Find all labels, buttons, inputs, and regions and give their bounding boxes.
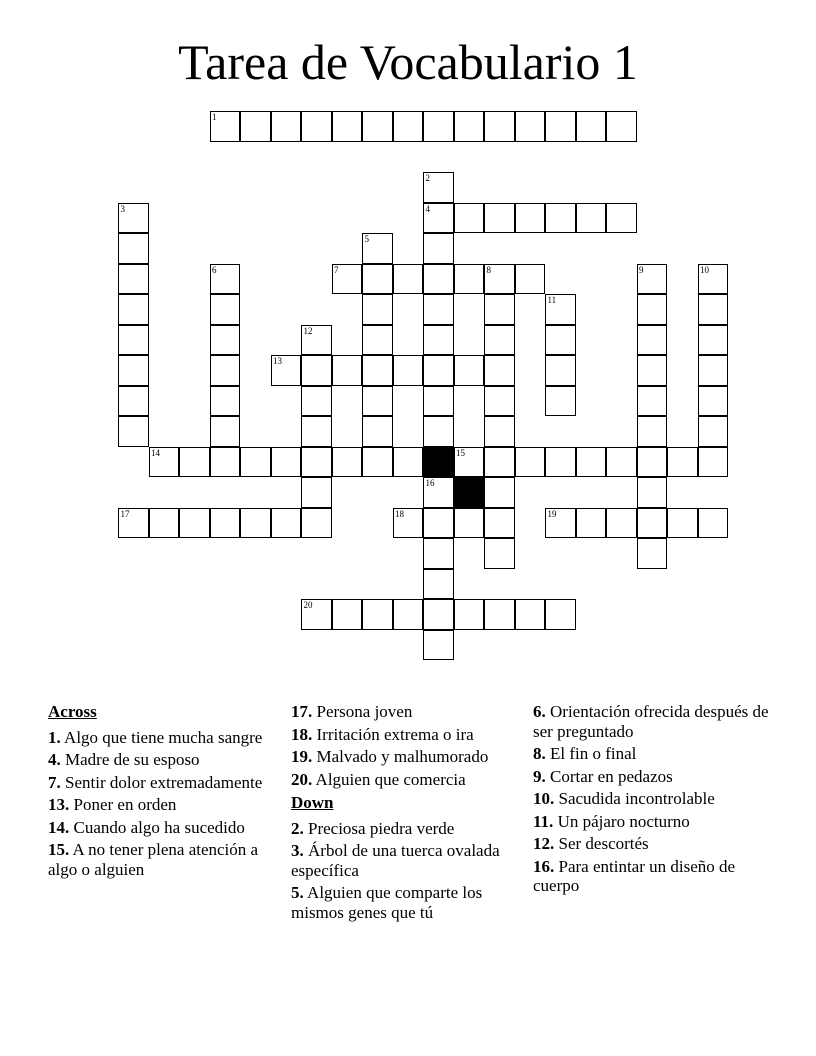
clue-number: 2	[425, 173, 430, 183]
grid-cell[interactable]	[698, 355, 729, 386]
grid-cell[interactable]	[698, 416, 729, 447]
grid-cell[interactable]	[454, 599, 485, 630]
grid-cell[interactable]	[606, 447, 637, 478]
grid-cell[interactable]	[484, 203, 515, 234]
grid-cell[interactable]	[454, 264, 485, 295]
grid-cell[interactable]	[484, 264, 515, 295]
grid-cell[interactable]	[149, 508, 180, 539]
grid-cell[interactable]	[393, 447, 424, 478]
grid-cell[interactable]	[576, 508, 607, 539]
grid-cell[interactable]	[271, 355, 302, 386]
grid-cell[interactable]	[667, 508, 698, 539]
grid-cell[interactable]	[667, 447, 698, 478]
grid-cell[interactable]	[362, 294, 393, 325]
clues-column-3	[533, 702, 771, 899]
grid-cell[interactable]	[698, 264, 729, 295]
grid-cell[interactable]	[301, 111, 332, 142]
grid-cell[interactable]	[393, 599, 424, 630]
grid-cell[interactable]	[545, 203, 576, 234]
clue-item-number: 5.	[291, 883, 304, 902]
grid-cell[interactable]	[393, 264, 424, 295]
grid-cell[interactable]	[484, 386, 515, 417]
grid-cell[interactable]	[545, 325, 576, 356]
grid-cell[interactable]	[698, 386, 729, 417]
grid-cell[interactable]	[423, 569, 454, 600]
grid-cell[interactable]	[118, 355, 149, 386]
grid-cell[interactable]	[210, 325, 241, 356]
grid-cell[interactable]	[301, 508, 332, 539]
down-clue-list-2	[533, 702, 771, 896]
grid-cell[interactable]	[301, 599, 332, 630]
grid-cell[interactable]	[332, 264, 363, 295]
grid-cell[interactable]	[606, 203, 637, 234]
grid-cell[interactable]	[454, 203, 485, 234]
clue-item-text: Malvado y malhumorado	[312, 747, 489, 766]
across-clue-list-1	[48, 728, 286, 880]
clue-item-number: 12.	[533, 834, 555, 853]
grid-cell[interactable]	[210, 386, 241, 417]
clue-item-text: Un pájaro nocturno	[553, 811, 690, 831]
clue-item-number: 2.	[291, 818, 304, 838]
grid-cell[interactable]	[301, 477, 332, 508]
grid-cell[interactable]	[484, 447, 515, 478]
grid-cell[interactable]	[118, 294, 149, 325]
clue-item-number: 14.	[48, 817, 70, 837]
grid-cell[interactable]	[637, 325, 668, 356]
clue-number: 5	[364, 234, 369, 244]
clue-number: 11	[547, 295, 557, 305]
clue-item-text: Alguien que comparte los mismos genes que tú	[291, 883, 483, 922]
clue-item-number: 3.	[291, 841, 304, 860]
grid-cell[interactable]	[545, 599, 576, 630]
grid-cell[interactable]	[637, 508, 668, 539]
grid-cell[interactable]	[637, 447, 668, 478]
down-clue-list-1	[291, 819, 529, 923]
grid-cell[interactable]	[484, 599, 515, 630]
grid-cell[interactable]	[545, 294, 576, 325]
grid-cell[interactable]	[545, 355, 576, 386]
grid-cell[interactable]	[423, 538, 454, 569]
clue-item-number: 17.	[291, 702, 313, 721]
grid-cell[interactable]	[393, 111, 424, 142]
grid-cell[interactable]	[545, 508, 576, 539]
grid-cell[interactable]	[423, 630, 454, 661]
grid-cell[interactable]	[362, 111, 393, 142]
clue-item-number: 7.	[48, 772, 61, 792]
clue-item	[533, 834, 771, 854]
grid-cell[interactable]	[118, 416, 149, 447]
clue-number: 9	[639, 264, 644, 275]
across-clue-list-2	[291, 702, 529, 789]
grid-cell[interactable]	[362, 264, 393, 295]
clue-item	[48, 795, 286, 815]
grid-cell[interactable]	[484, 416, 515, 447]
grid-cell[interactable]	[210, 508, 241, 539]
clue-item	[533, 744, 771, 764]
clue-number: 8	[486, 264, 491, 275]
grid-cell[interactable]	[362, 416, 393, 447]
grid-cell[interactable]	[454, 355, 485, 386]
grid-cell[interactable]	[423, 508, 454, 539]
grid-cell[interactable]	[362, 233, 393, 264]
grid-cell[interactable]	[332, 111, 363, 142]
clue-number: 17	[120, 508, 130, 519]
clue-item-text: Algo que tiene mucha sangre	[60, 727, 263, 747]
clue-number: 14	[151, 447, 160, 458]
grid-cell[interactable]	[240, 508, 271, 539]
clue-item	[533, 767, 771, 787]
grid-cell[interactable]	[515, 599, 546, 630]
grid-cell[interactable]	[362, 599, 393, 630]
grid-cell[interactable]	[423, 172, 454, 203]
clue-item	[533, 789, 771, 809]
grid-cell[interactable]	[576, 447, 607, 478]
clues-column-1	[48, 702, 286, 882]
clue-item-number: 4.	[48, 750, 61, 769]
grid-cell[interactable]	[515, 111, 546, 142]
grid-cell[interactable]	[210, 416, 241, 447]
grid-cell[interactable]	[423, 416, 454, 447]
grid-cell[interactable]	[423, 599, 454, 630]
grid-cell[interactable]	[484, 111, 515, 142]
clue-item	[48, 728, 286, 748]
grid-cell[interactable]	[576, 203, 607, 234]
across-heading: Across	[48, 702, 97, 721]
clue-item-number: 16.	[533, 856, 555, 876]
puzzle-title: Tarea de Vocabulario 1	[178, 34, 638, 90]
grid-cell[interactable]	[332, 447, 363, 478]
grid-cell[interactable]	[698, 508, 729, 539]
clue-item-text: Sacudida incontrolable	[554, 789, 715, 808]
clue-item	[291, 883, 529, 922]
clue-number: 19	[547, 508, 557, 519]
grid-cell[interactable]	[637, 416, 668, 447]
clue-item-text: Para entintar un diseño de cuerpo	[533, 856, 736, 895]
clue-item-text: A no tener plena atención a algo o alguien	[48, 840, 259, 879]
grid-cell[interactable]	[484, 508, 515, 539]
grid-cell[interactable]	[362, 325, 393, 356]
grid-cell[interactable]	[423, 264, 454, 295]
clue-item	[291, 702, 529, 722]
clue-item	[533, 812, 771, 832]
grid-cell[interactable]	[301, 447, 332, 478]
clue-number: 20	[303, 600, 313, 610]
grid-cell[interactable]	[301, 325, 332, 356]
clue-number: 12	[303, 325, 313, 336]
grid-cell[interactable]	[118, 203, 149, 234]
grid-cell[interactable]	[515, 203, 546, 234]
grid-cell[interactable]	[698, 447, 729, 478]
clue-item-number: 15.	[48, 840, 70, 859]
grid-cell[interactable]	[118, 325, 149, 356]
clue-item	[533, 857, 771, 896]
clue-number: 1	[212, 112, 217, 122]
clue-item-number: 19.	[291, 747, 313, 766]
grid-cell[interactable]	[545, 447, 576, 478]
clue-item	[533, 702, 771, 741]
clue-item-text: Irritación extrema o ira	[312, 724, 474, 744]
grid-cell[interactable]	[637, 538, 668, 569]
grid-cell[interactable]	[149, 447, 180, 478]
grid-cell[interactable]	[271, 111, 302, 142]
clue-item-number: 10.	[533, 789, 555, 808]
clues-column-2	[291, 702, 529, 925]
grid-cell[interactable]	[606, 111, 637, 142]
grid-cell[interactable]	[698, 294, 729, 325]
grid-cell[interactable]	[423, 203, 454, 234]
clue-item-text: Persona joven	[312, 702, 413, 721]
clue-item	[291, 747, 529, 767]
clue-number: 7	[334, 264, 339, 275]
grid-cell[interactable]	[210, 111, 241, 142]
grid-cell[interactable]	[301, 355, 332, 386]
clue-number: 13	[273, 356, 282, 366]
grid-cell[interactable]	[210, 264, 241, 295]
grid-cell[interactable]	[393, 508, 424, 539]
grid-cell[interactable]	[210, 447, 241, 478]
grid-cell[interactable]	[118, 386, 149, 417]
grid-cell[interactable]	[484, 325, 515, 356]
grid-cell[interactable]	[545, 386, 576, 417]
grid-cell[interactable]	[637, 355, 668, 386]
clue-item-text: Árbol de una tuerca ovalada específica	[291, 841, 500, 880]
grid-cell[interactable]	[423, 386, 454, 417]
grid-cell[interactable]	[576, 111, 607, 142]
grid-cell[interactable]	[118, 508, 149, 539]
grid-cell[interactable]	[362, 355, 393, 386]
grid-cell[interactable]	[423, 111, 454, 142]
clue-number: 18	[395, 508, 404, 519]
black-square	[423, 447, 454, 478]
clue-item-number: 11.	[533, 811, 554, 831]
grid-cell[interactable]	[179, 447, 210, 478]
down-heading: Down	[291, 793, 334, 812]
clue-item	[291, 819, 529, 839]
clue-item-text: Cuando algo ha sucedido	[69, 817, 245, 837]
clue-number: 3	[120, 203, 125, 214]
grid-cell[interactable]	[423, 477, 454, 508]
grid-cell[interactable]	[484, 477, 515, 508]
grid-cell[interactable]	[271, 508, 302, 539]
grid-cell[interactable]	[698, 325, 729, 356]
grid-cell[interactable]	[118, 264, 149, 295]
grid-cell[interactable]	[332, 599, 363, 630]
grid-cell[interactable]	[210, 355, 241, 386]
clue-item	[48, 818, 286, 838]
clue-number: 10	[700, 264, 709, 275]
clue-item-number: 8.	[533, 744, 546, 763]
clue-item-text: Poner en orden	[69, 795, 177, 814]
clue-item-text: Preciosa piedra verde	[303, 818, 455, 838]
grid-cell[interactable]	[271, 447, 302, 478]
clue-item-number: 9.	[533, 766, 546, 786]
black-square	[454, 477, 485, 508]
clue-item	[48, 840, 286, 879]
clue-number: 16	[425, 478, 435, 488]
clue-item	[291, 725, 529, 745]
clue-item-number: 20.	[291, 769, 313, 789]
grid-cell[interactable]	[362, 447, 393, 478]
grid-cell[interactable]	[637, 264, 668, 295]
grid-cell[interactable]	[393, 355, 424, 386]
clue-number: 6	[212, 264, 217, 275]
grid-cell[interactable]	[484, 538, 515, 569]
grid-cell[interactable]	[210, 294, 241, 325]
grid-cell[interactable]	[332, 355, 363, 386]
clue-item-number: 18.	[291, 724, 313, 744]
clue-item-text: Ser descortés	[554, 834, 649, 853]
clue-item	[48, 750, 286, 770]
grid-cell[interactable]	[637, 386, 668, 417]
clue-number: 15	[456, 447, 465, 458]
clue-item	[291, 770, 529, 790]
grid-cell[interactable]	[301, 416, 332, 447]
grid-cell[interactable]	[454, 111, 485, 142]
grid-cell[interactable]	[484, 294, 515, 325]
grid-cell[interactable]	[637, 294, 668, 325]
grid-cell[interactable]	[606, 508, 637, 539]
grid-cell[interactable]	[515, 447, 546, 478]
grid-cell[interactable]	[637, 477, 668, 508]
clue-item-text: Madre de su esposo	[60, 750, 200, 769]
grid-cell[interactable]	[240, 447, 271, 478]
grid-cell[interactable]	[179, 508, 210, 539]
grid-cell[interactable]	[484, 355, 515, 386]
grid-cell[interactable]	[423, 233, 454, 264]
grid-cell[interactable]	[515, 264, 546, 295]
clue-item-text: Orientación ofrecida después de ser preguntado	[533, 702, 769, 741]
grid-cell[interactable]	[545, 111, 576, 142]
grid-cell[interactable]	[454, 508, 485, 539]
clue-item	[48, 773, 286, 793]
grid-cell[interactable]	[423, 294, 454, 325]
clue-item-number: 1.	[48, 727, 61, 747]
grid-cell[interactable]	[118, 233, 149, 264]
grid-cell[interactable]	[301, 386, 332, 417]
clue-item-text: Cortar en pedazos	[545, 766, 673, 786]
clue-number: 4	[425, 203, 430, 214]
grid-cell[interactable]	[454, 447, 485, 478]
grid-cell[interactable]	[423, 355, 454, 386]
clue-item-text: Alguien que comercia	[312, 769, 466, 789]
clue-item-text: Sentir dolor extremadamente	[60, 772, 263, 792]
clue-item-number: 6.	[533, 702, 546, 721]
clue-item-number: 13.	[48, 795, 70, 814]
grid-cell[interactable]	[240, 111, 271, 142]
clue-item-text: El fin o final	[545, 744, 637, 763]
grid-cell[interactable]	[423, 325, 454, 356]
clue-item	[291, 841, 529, 880]
grid-cell[interactable]	[362, 386, 393, 417]
